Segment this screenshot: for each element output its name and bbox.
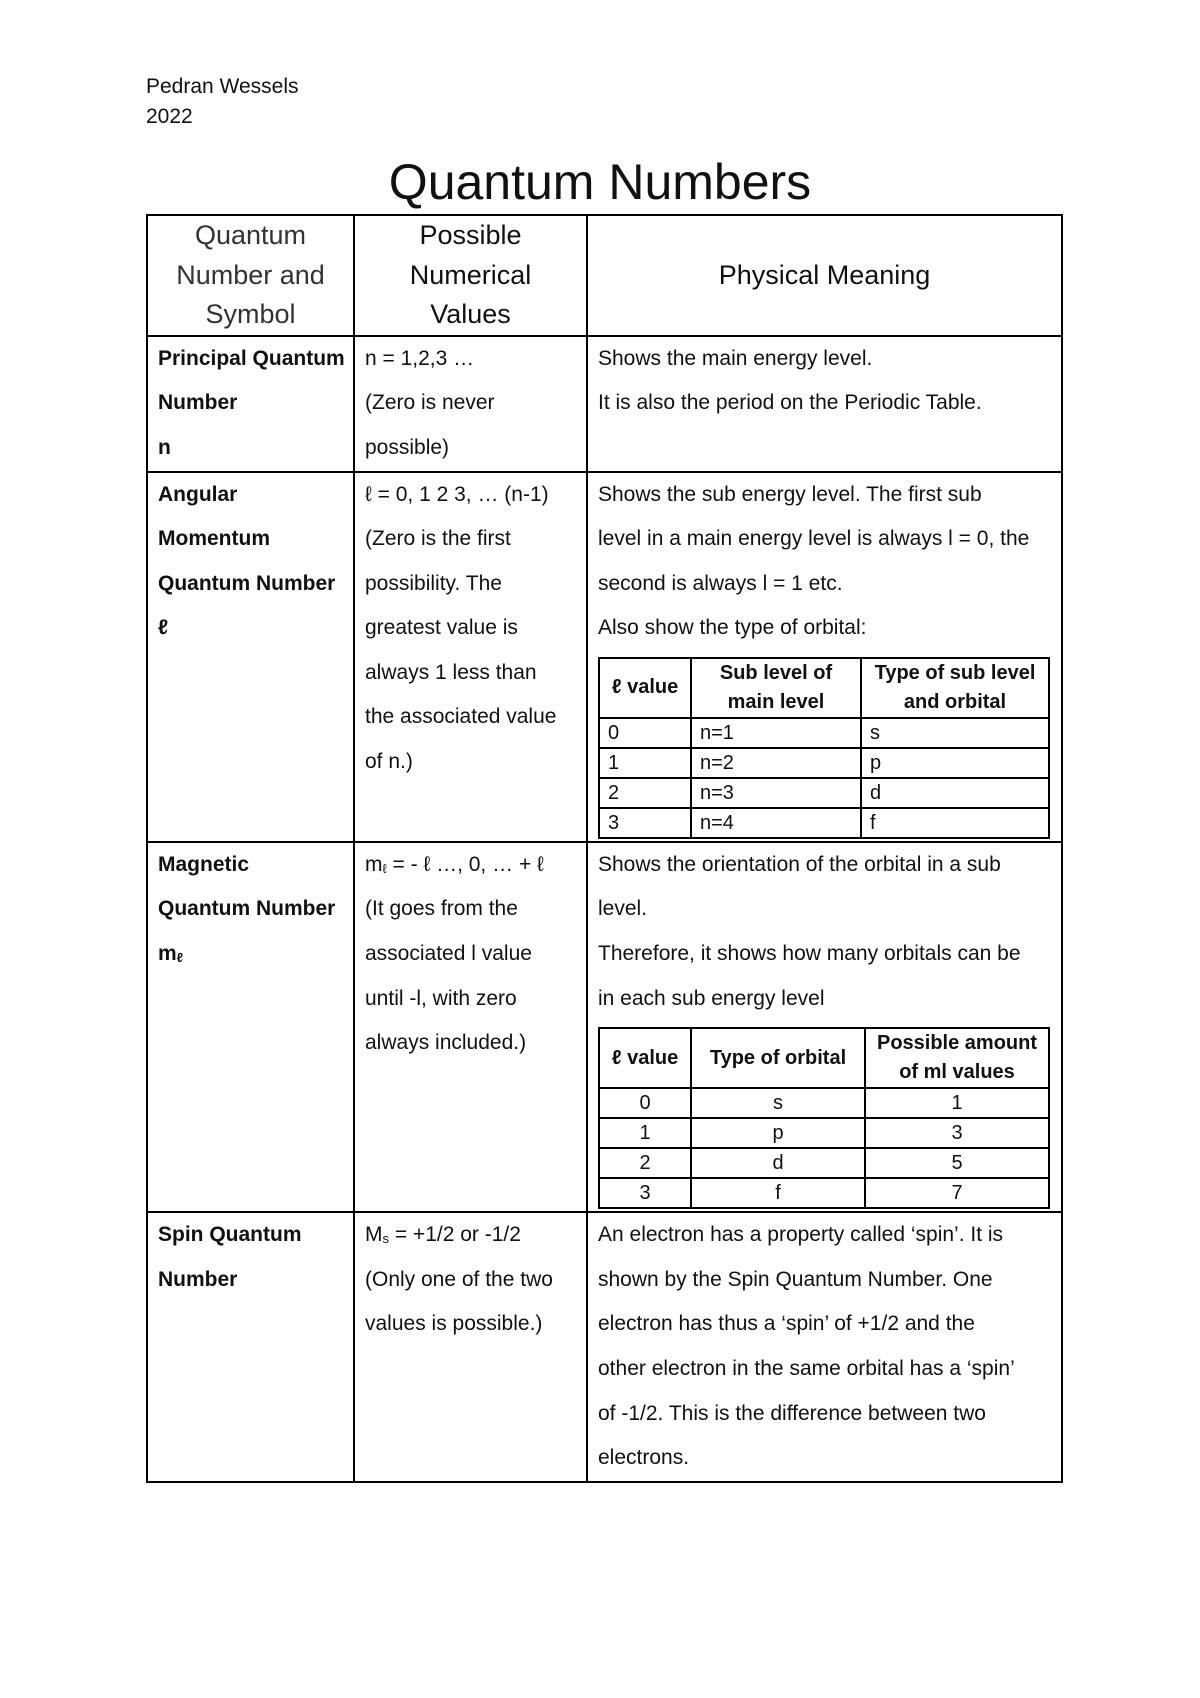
author-block <box>146 72 299 132</box>
subtable-cell: 5 <box>865 1148 1049 1178</box>
table-row-angular <box>147 472 1062 842</box>
subtable-header: ℓ value <box>599 1028 691 1088</box>
subtable-row <box>599 1088 1049 1118</box>
table-row-spin <box>147 1212 1062 1482</box>
header-quantum-number: Quantum Number and Symbol <box>147 215 354 336</box>
principal-meaning-cell: Shows the main energy level. It is also the period on the Periodic Table. <box>587 336 1062 472</box>
subtable-cell: 1 <box>599 748 691 778</box>
subtable-row <box>599 1178 1049 1208</box>
subtable-cell: 7 <box>865 1178 1049 1208</box>
subtable-cell: p <box>691 1118 865 1148</box>
subtable-cell: 2 <box>599 778 691 808</box>
subtable-cell: n=1 <box>691 718 861 748</box>
author-year: 2022 <box>146 105 193 128</box>
angular-values-cell: ℓ = 0, 1 2 3, … (n-1) (Zero is the first possibility. The greatest value is always 1 less than the associated value of n.) <box>354 472 587 842</box>
subtable-cell: 1 <box>865 1088 1049 1118</box>
principal-name-cell: Principal Quantum Number n <box>147 336 354 472</box>
subtable-cell: 3 <box>599 1178 691 1208</box>
subtable-row <box>599 1118 1049 1148</box>
subtable-row <box>599 748 1049 778</box>
spin-values-cell: $M_s = +1/2$ or -1/2 (Only one of the two values is possible.) <box>354 1212 587 1482</box>
magnetic-values-cell: $m_\ell$ = - ℓ …, 0, … + ℓ (It goes from the associated l value until -l, with zero always included.) <box>354 842 587 1212</box>
subtable-cell: 3 <box>599 808 691 838</box>
subtable-header-row <box>599 658 1049 718</box>
angular-meaning-cell: Shows the sub energy level. The first sub level in a main energy level is always l = 0, the second is always l = 1 etc. Also show the type of orbital: ℓ value Sub level of main level Type of sub level and orbital 0 n=1 s 1 n=2 p 2 n=3 d 3 n=4 f <box>587 472 1062 842</box>
spin-meaning-cell: An electron has a property called ‘spin’. It is shown by the Spin Quantum Number. One electron has thus a ‘spin’ of +1/2 and the other electron in the same orbital has a ‘spin’ of -1/2. This is the difference between two electrons. <box>587 1212 1062 1482</box>
subtable-header: Sub level of main level <box>691 658 861 718</box>
subtable-cell: 1 <box>599 1118 691 1148</box>
subtable-cell: p <box>861 748 1049 778</box>
subtable-cell: n=3 <box>691 778 861 808</box>
header-possible-values: Possible Numerical Values <box>354 215 587 336</box>
subtable-row <box>599 808 1049 838</box>
magnetic-meaning-cell: Shows the orientation of the orbital in a sub level. Therefore, it shows how many orbitals can be in each sub energy level ℓ value Type of orbital Possible amount of ml values 0 s 1 1 p 3 2 d 5 3 f 7 <box>587 842 1062 1212</box>
subtable-header: ℓ value <box>599 658 691 718</box>
subtable-cell: f <box>691 1178 865 1208</box>
quantum-numbers-table <box>146 214 1063 1483</box>
subtable-cell: s <box>691 1088 865 1118</box>
subtable-cell: s <box>861 718 1049 748</box>
table-row-principal <box>147 336 1062 472</box>
subtable-cell: 0 <box>599 1088 691 1118</box>
page-title: Quantum Numbers <box>388 154 812 210</box>
ml-values-subtable <box>598 1027 1050 1209</box>
table-row-magnetic <box>147 842 1062 1212</box>
subtable-row <box>599 778 1049 808</box>
angular-name-cell: Angular Momentum Quantum Number ℓ <box>147 472 354 842</box>
subtable-cell: n=4 <box>691 808 861 838</box>
spin-name-cell: Spin Quantum Number <box>147 1212 354 1482</box>
principal-values-cell: n = 1,2,3 … (Zero is never possible) <box>354 336 587 472</box>
subtable-cell: d <box>861 778 1049 808</box>
subtable-row <box>599 1148 1049 1178</box>
header-physical-meaning: Physical Meaning <box>587 215 1062 336</box>
subtable-row <box>599 718 1049 748</box>
subtable-cell: d <box>691 1148 865 1178</box>
subtable-header-row <box>599 1028 1049 1088</box>
subtable-cell: 3 <box>865 1118 1049 1148</box>
table-header-row <box>147 215 1062 336</box>
subtable-header: Type of orbital <box>691 1028 865 1088</box>
subtable-cell: 2 <box>599 1148 691 1178</box>
orbital-type-subtable <box>598 657 1050 839</box>
subtable-header: Type of sub level and orbital <box>861 658 1049 718</box>
subtable-cell: 0 <box>599 718 691 748</box>
author-name: Pedran Wessels <box>146 75 299 98</box>
subtable-cell: f <box>861 808 1049 838</box>
magnetic-name-cell: Magnetic Quantum Number $m_\ell$ <box>147 842 354 1212</box>
subtable-cell: n=2 <box>691 748 861 778</box>
subtable-header: Possible amount of ml values <box>865 1028 1049 1088</box>
